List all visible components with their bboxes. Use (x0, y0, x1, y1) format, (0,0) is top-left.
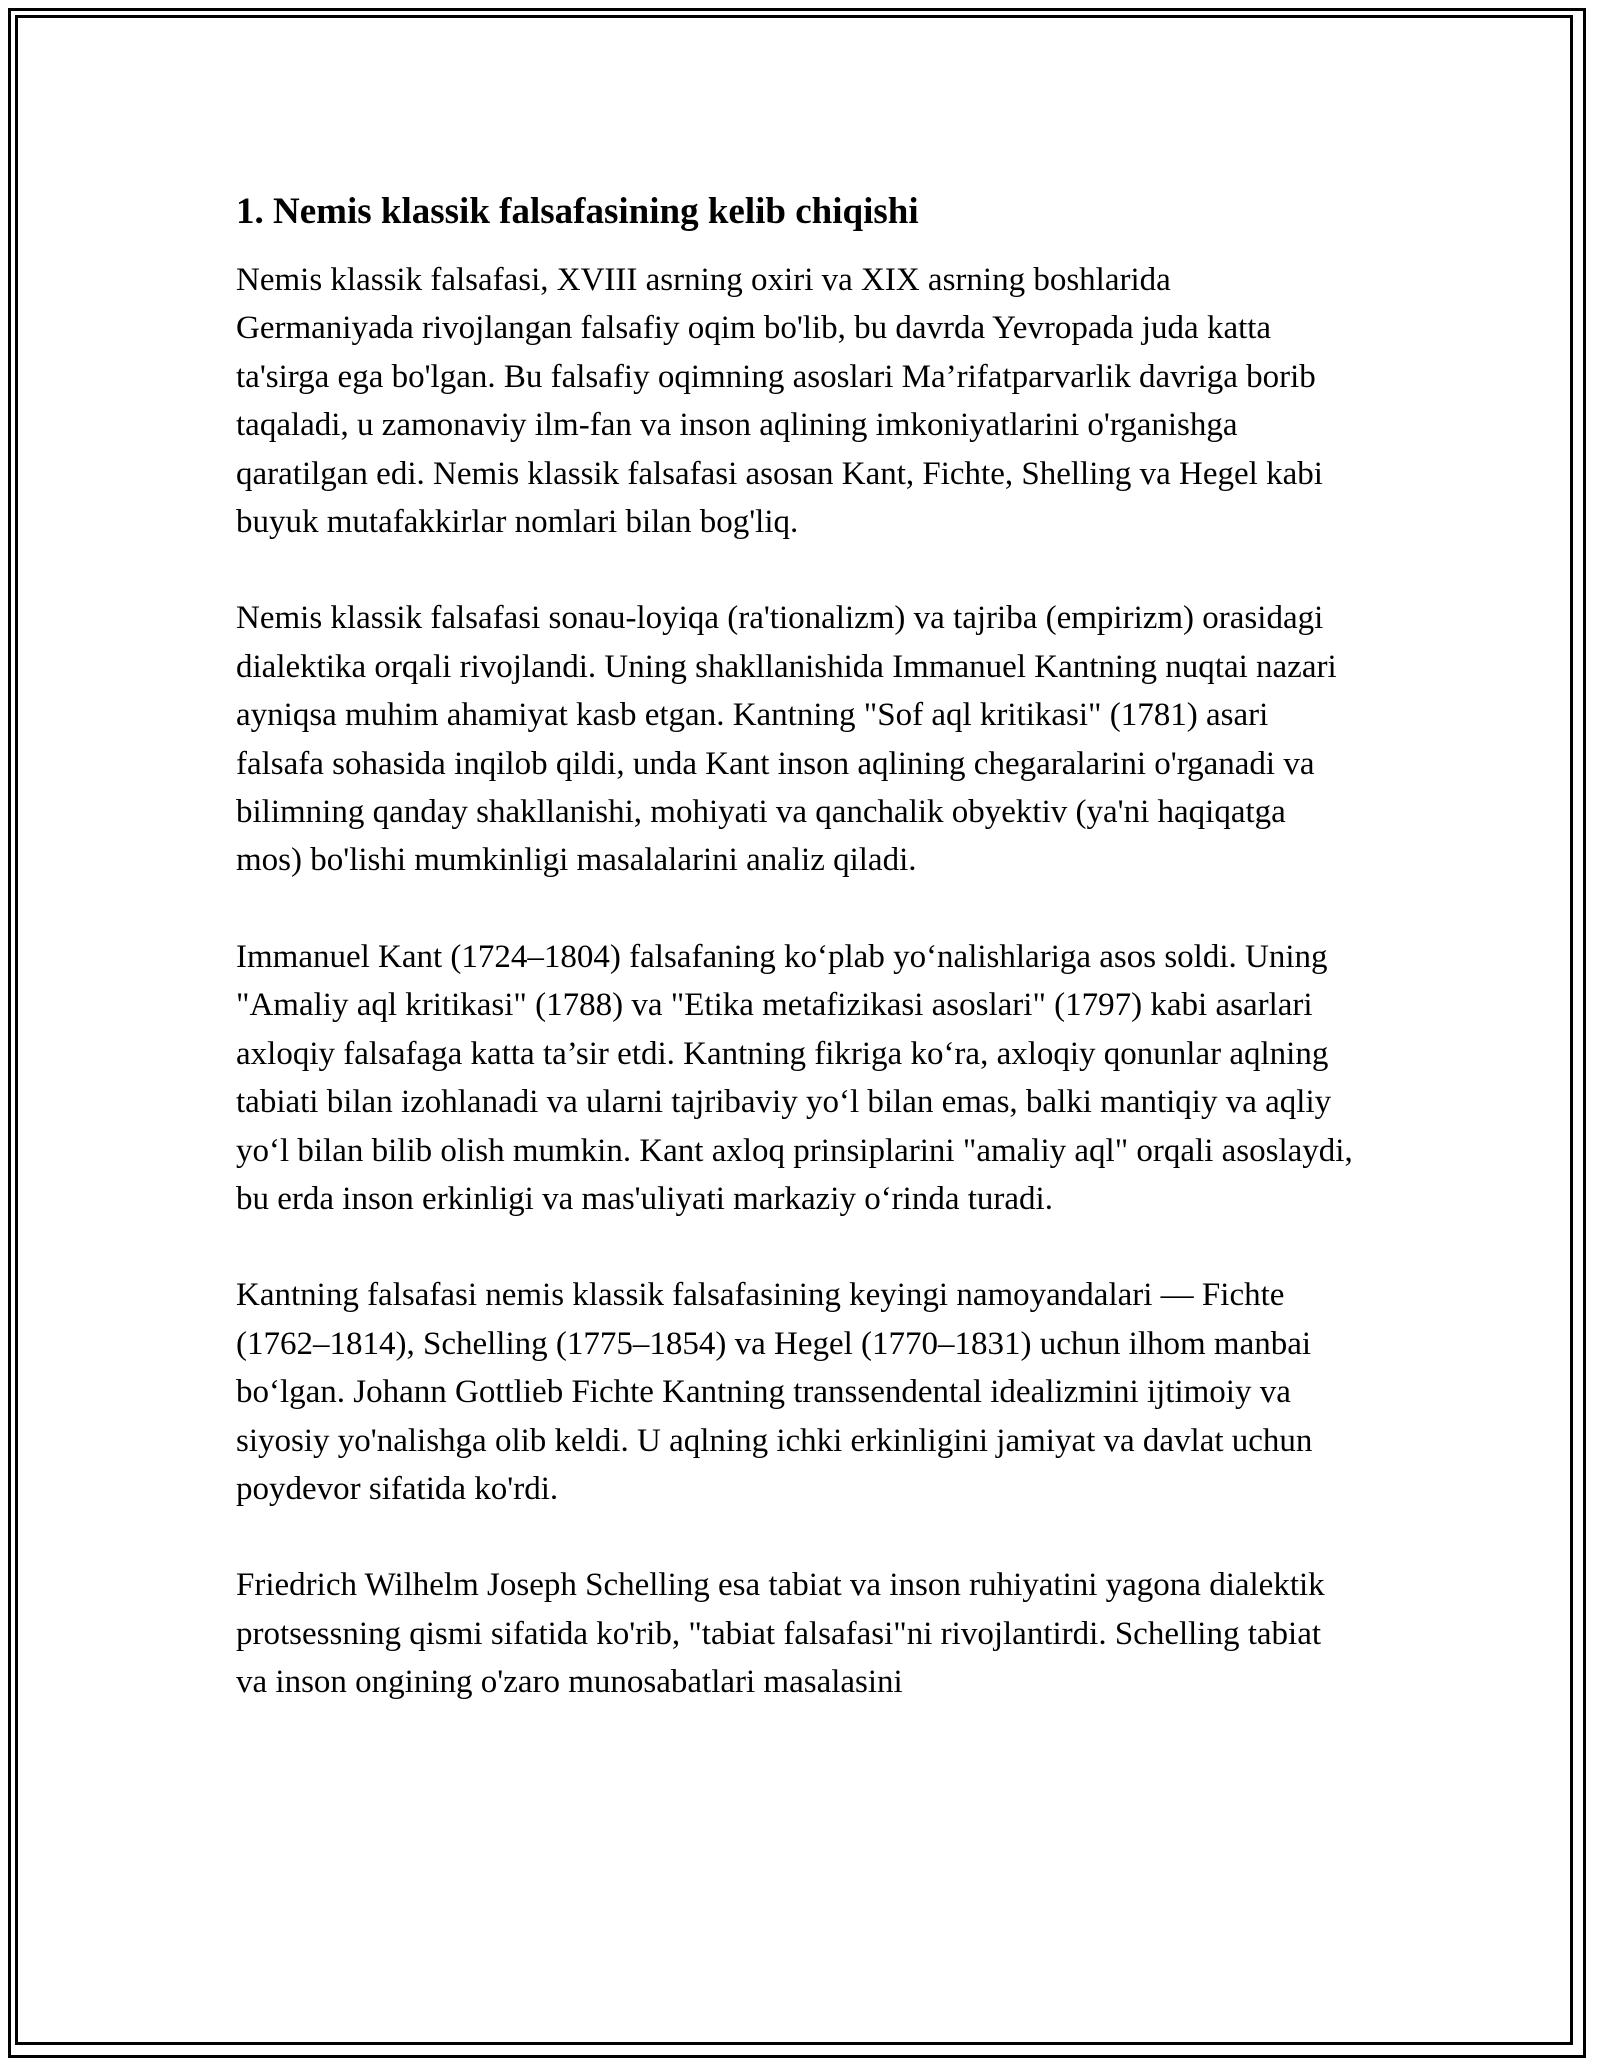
paragraph-4: Kantning falsafasi nemis klassik falsafasining keyingi namoyandalari — Fichte (1762–1814), Schelling (1775–1854) va Hegel (1770–1831) uchun ilhom manbai boʻlgan. Johann Gottlieb Fichte Kantning transsendental idealizmini ijtimoiy va siyosiy yo'nalishga olib keldi. U aqlning ichki erkinligini jamiyat va davlat uchun poydevor sifatida ko'rdi. (236, 1277, 1313, 1507)
paragraph-2: Nemis klassik falsafasi sonau-loyiqa (ra'tionalizm) va tajriba (empirizm) orasidagi dialektika orqali rivojlandi. Uning shakllanishida Immanuel Kantning nuqtai nazari ayniqsa muhim ahamiyat kasb etgan. Kantning "Sof aql kritikasi" (1781) asari falsafa sohasida inqilob qildi, unda Kant inson aqlining chegaralarini o'rganadi va bilimning qanday shakllanishi, mohiyati va qanchalik obyektiv (ya'ni haqiqatga mos) bo'lishi mumkinligi masalalarini analiz qiladi. (236, 600, 1337, 879)
paragraph-1: Nemis klassik falsafasi, XVIII asrning oxiri va XIX asrning boshlarida Germaniyada rivojlangan falsafiy oqim bo'lib, bu davrda Yevropada juda katta ta'sirga ega bo'lgan. Bu falsafiy oqimning asoslari Ma’rifatparvarlik davriga borib taqaladi, u zamonaviy ilm-fan va inson aqlining imkoniyatlarini o'rganishga qaratilgan edi. Nemis klassik falsafasi asosan Kant, Fichte, Shelling va Hegel kabi buyuk mutafakkirlar nomlari bilan bog'liq. (236, 262, 1323, 541)
paragraph-3: Immanuel Kant (1724–1804) falsafaning koʻplab yoʻnalishlariga asos soldi. Uning "Amaliy aql kritikasi" (1788) va "Etika metafizikasi asoslari" (1797) kabi asarlari axloqiy falsafaga katta ta’sir etdi. Kantning fikriga koʻra, axloqiy qonunlar aqlning tabiati bilan izohlanadi va ularni tajribaviy yoʻl bilan emas, balki mantiqiy va aqliy yoʻl bilan bilib olish mumkin. Kant axloq prinsiplarini "amaliy aql" orqali asoslaydi, bu erda inson erkinligi va mas'uliyati markaziy oʻrinda turadi. (236, 938, 1353, 1217)
document-body (236, 186, 1356, 1755)
paragraph-5: Friedrich Wilhelm Joseph Schelling esa tabiat va inson ruhiyatini yagona dialektik protsessning qismi sifatida ko'rib, "tabiat falsafasi"ni rivojlantirdi. Schelling tabiat va inson ongining o'zaro munosabatlari masalasini (236, 1567, 1325, 1701)
section-heading: 1. Nemis klassik falsafasining kelib chiqishi (236, 191, 919, 232)
